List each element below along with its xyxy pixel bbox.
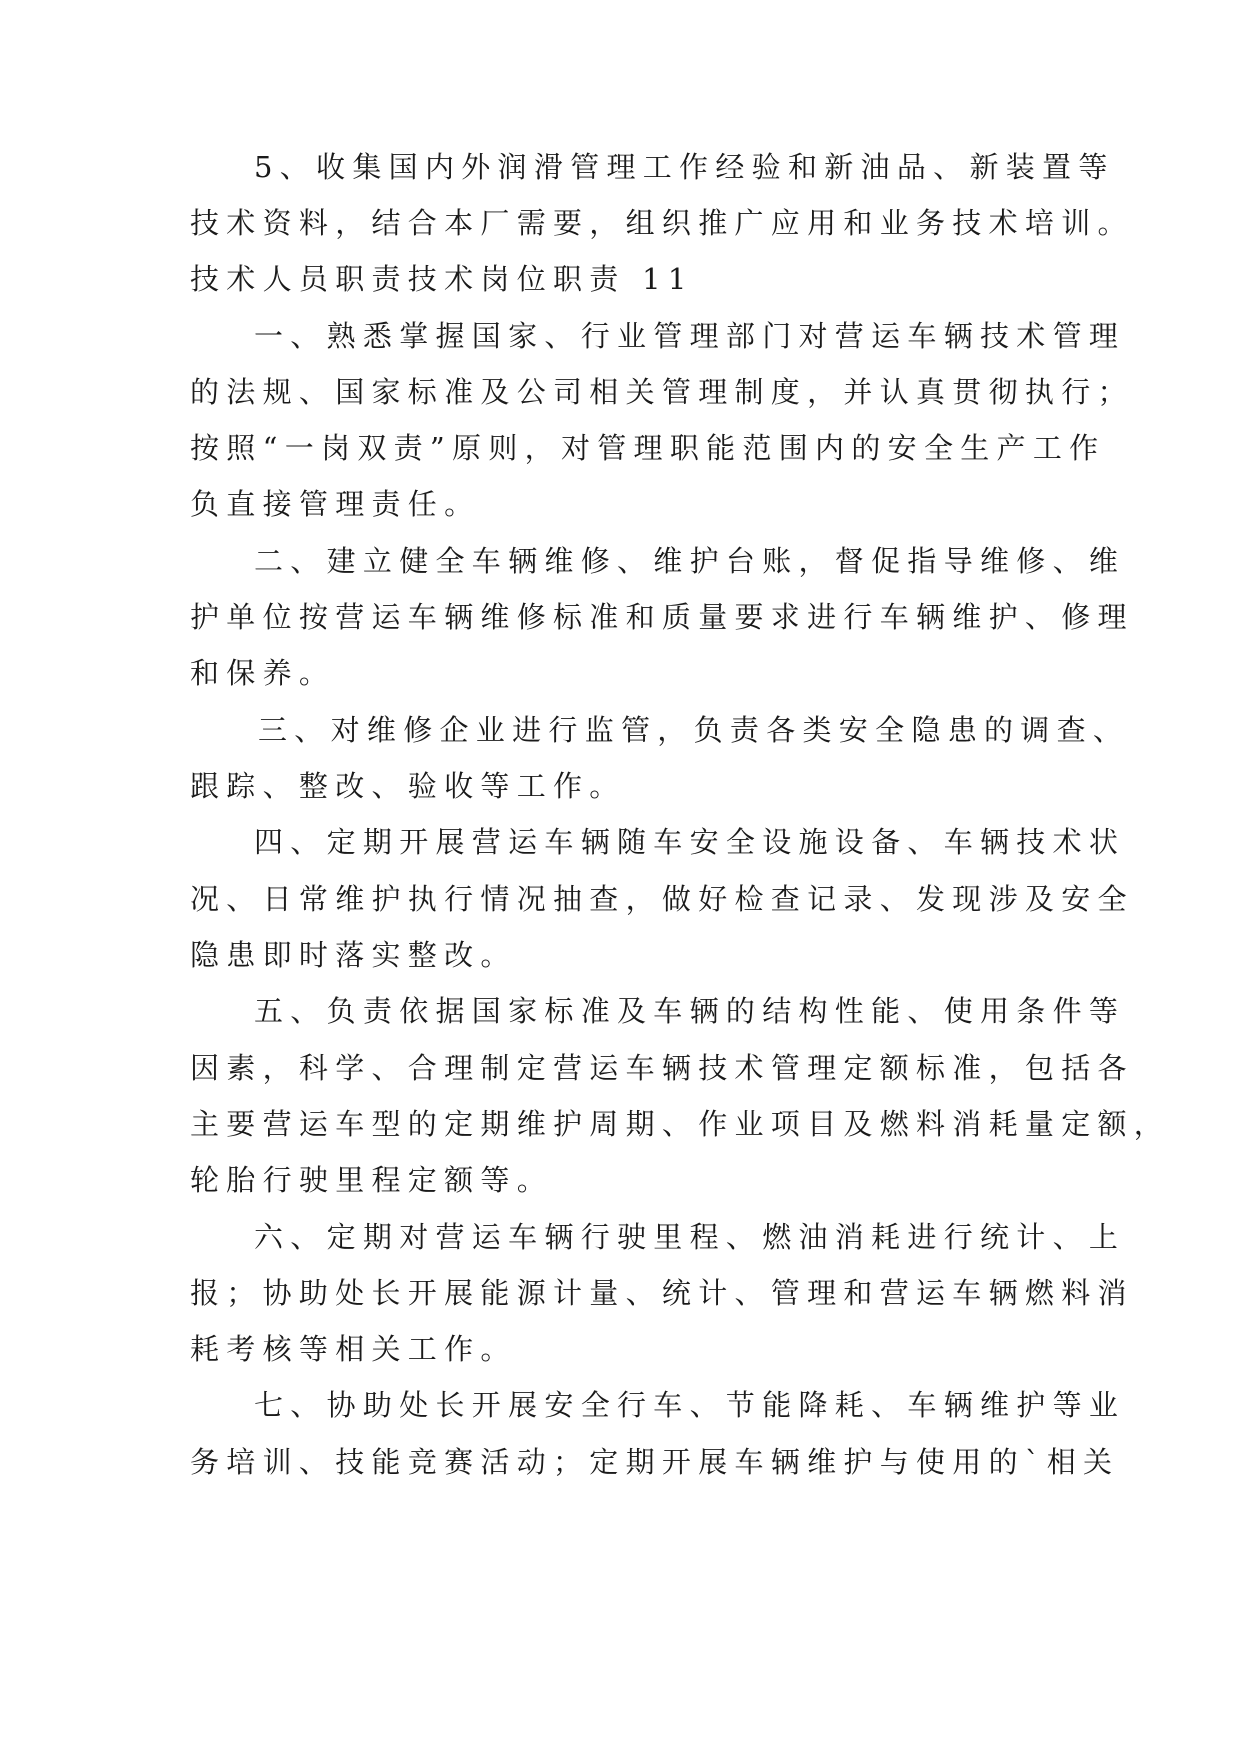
paragraph-2-line-1: 二、建立健全车辆维修、维护台账，督促指导维修、维 [254,544,1126,578]
paragraph-5-item-line-4: 轮胎行驶里程定额等。 [190,1163,554,1197]
paragraph-5-item-line-1: 五、负责依据国家标准及车辆的结构性能、使用条件等 [254,994,1126,1028]
paragraph-1-line-3: 按照“一岗双责”原则，对管理职能范围内的安全生产工作 [190,431,1106,465]
paragraph-5-line-1: 5、收集国内外润滑管理工作经验和新油品、新装置等 [254,150,1115,184]
paragraph-7-line-2: 务培训、技能竞赛活动；定期开展车辆维护与使用的`相关 [190,1445,1120,1479]
paragraph-5-item-line-3: 主要营运车型的定期维护周期、作业项目及燃料消耗量定额， [190,1107,1171,1141]
paragraph-5-line-2: 技术资料，结合本厂需要，组织推广应用和业务技术培训。 [190,206,1134,240]
paragraph-3-line-1: 三、对维修企业进行监管，负责各类安全隐患的调查、 [258,713,1130,747]
paragraph-4-line-1: 四、定期开展营运车辆随车安全设施设备、车辆技术状 [254,825,1126,859]
paragraph-4-line-3: 隐患即时落实整改。 [190,938,517,972]
paragraph-3-line-2: 跟踪、整改、验收等工作。 [190,769,626,803]
paragraph-4-line-2: 况、日常维护执行情况抽查，做好检查记录、发现涉及安全 [190,882,1134,916]
section-heading: 技术人员职责技术岗位职责 11 [190,262,694,296]
paragraph-7-line-1: 七、协助处长开展安全行车、节能降耗、车辆维护等业 [254,1388,1126,1422]
paragraph-6-line-2: 报；协助处长开展能源计量、统计、管理和营运车辆燃料消 [190,1276,1134,1310]
paragraph-1-line-4: 负直接管理责任。 [190,487,481,521]
paragraph-2-line-3: 和保养。 [190,656,336,690]
paragraph-6-line-3: 耗考核等相关工作。 [190,1332,517,1366]
paragraph-5-item-line-2: 因素，科学、合理制定营运车辆技术管理定额标准，包括各 [190,1051,1134,1085]
paragraph-1-line-2: 的法规、国家标准及公司相关管理制度，并认真贯彻执行； [190,375,1134,409]
paragraph-2-line-2: 护单位按营运车辆维修标准和质量要求进行车辆维护、修理 [190,600,1134,634]
paragraph-6-line-1: 六、定期对营运车辆行驶里程、燃油消耗进行统计、上 [254,1220,1126,1254]
paragraph-1-line-1: 一、熟悉掌握国家、行业管理部门对营运车辆技术管理 [254,319,1126,353]
